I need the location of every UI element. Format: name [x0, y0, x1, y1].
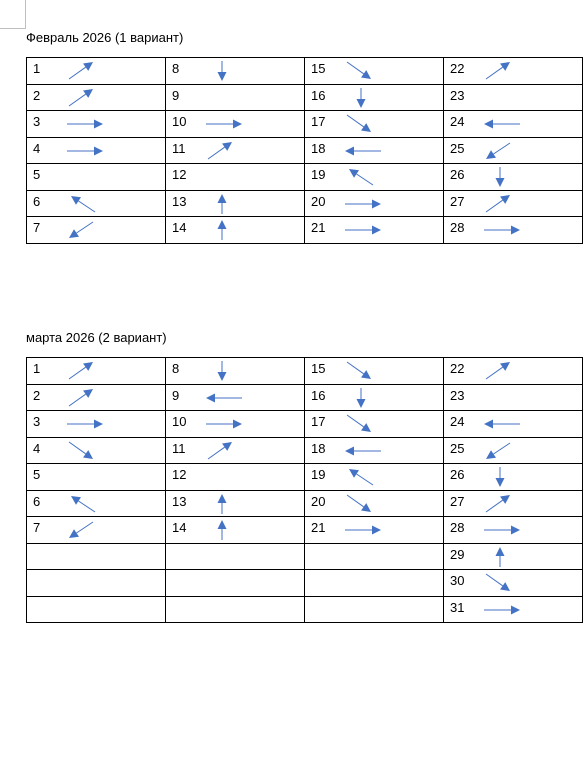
day-cell: [27, 137, 166, 164]
page-margin-corner: [0, 0, 26, 29]
day-cell: [305, 217, 444, 244]
day-cell: [27, 384, 166, 411]
table-row: [27, 437, 583, 464]
day-cell: [444, 111, 583, 138]
day-cell: [305, 490, 444, 517]
day-number: 8: [172, 61, 180, 76]
day-number: 12: [172, 467, 187, 482]
day-number: 11: [172, 440, 186, 456]
day-number: 30: [450, 573, 465, 588]
day-cell: [444, 543, 583, 570]
day-cell: [305, 570, 444, 597]
day-cell: [444, 464, 583, 491]
day-cell: [166, 84, 305, 111]
day-cell: [27, 437, 166, 464]
arrow-right-icon: [202, 112, 258, 136]
day-cell: [305, 84, 444, 111]
day-number: 23: [450, 387, 465, 403]
day-cell: [444, 517, 583, 544]
arrow-up-left-icon: [63, 492, 119, 516]
day-cell: [305, 164, 444, 191]
arrow-down-icon: [202, 359, 258, 383]
calendar-table-february: [26, 57, 583, 244]
day-number: 8: [172, 361, 180, 376]
day-number: 20: [311, 193, 326, 209]
arrow-down-right-icon: [341, 359, 397, 383]
arrow-up-left-icon: [341, 165, 397, 189]
arrow-up-right-icon: [202, 439, 258, 463]
day-cell: [27, 543, 166, 570]
day-number: 28: [450, 220, 465, 235]
day-cell: [444, 384, 583, 411]
arrow-up-icon: [202, 518, 258, 542]
day-cell: [305, 190, 444, 217]
arrow-down-icon: [341, 386, 397, 410]
day-number: 3: [33, 114, 41, 129]
table-row: [27, 164, 583, 191]
day-number: 7: [33, 520, 41, 535]
day-cell: [27, 411, 166, 438]
day-number: 7: [33, 220, 41, 235]
day-number: 17: [311, 414, 326, 429]
day-number: 22: [450, 361, 465, 376]
arrow-left-icon: [202, 386, 258, 410]
day-cell: [166, 358, 305, 385]
day-cell: [166, 596, 305, 623]
arrow-down-icon: [341, 86, 397, 110]
day-cell: [444, 596, 583, 623]
day-cell: [444, 490, 583, 517]
day-cell: [444, 190, 583, 217]
arrow-right-icon: [202, 412, 258, 436]
day-cell: [27, 190, 166, 217]
arrow-right-icon: [341, 192, 397, 216]
day-number: 18: [311, 440, 326, 456]
table-row: [27, 84, 583, 111]
day-number: 14: [172, 520, 187, 535]
day-number: 9: [172, 87, 180, 103]
arrow-left-icon: [480, 412, 536, 436]
day-number: 4: [33, 140, 41, 156]
day-cell: [444, 84, 583, 111]
day-number: 18: [311, 140, 326, 156]
day-number: 24: [450, 114, 465, 129]
day-cell: [166, 570, 305, 597]
arrow-right-icon: [63, 412, 119, 436]
day-cell: [27, 217, 166, 244]
section-title-february: Февраль 2026 (1 вариант): [26, 30, 184, 45]
arrow-down-icon: [480, 465, 536, 489]
table-row: [27, 358, 583, 385]
table-row: [27, 543, 583, 570]
day-cell: [166, 137, 305, 164]
table-row: [27, 490, 583, 517]
table-row: [27, 464, 583, 491]
arrow-up-icon: [202, 218, 258, 242]
day-number: 3: [33, 414, 41, 429]
day-number: 2: [33, 387, 41, 403]
day-cell: [166, 58, 305, 85]
arrow-up-right-icon: [480, 359, 536, 383]
day-cell: [444, 164, 583, 191]
day-cell: [444, 137, 583, 164]
day-cell: [27, 58, 166, 85]
table-row: [27, 190, 583, 217]
arrow-down-left-icon: [480, 139, 536, 163]
table-row: [27, 111, 583, 138]
arrow-down-right-icon: [341, 59, 397, 83]
day-number: 13: [172, 493, 187, 509]
day-number: 2: [33, 87, 41, 103]
arrow-up-right-icon: [480, 59, 536, 83]
day-cell: [444, 58, 583, 85]
arrow-right-icon: [63, 139, 119, 163]
day-cell: [27, 111, 166, 138]
day-number: 19: [311, 167, 326, 182]
day-cell: [27, 490, 166, 517]
day-cell: [166, 543, 305, 570]
day-number: 16: [311, 387, 326, 403]
table-row: [27, 137, 583, 164]
day-cell: [305, 596, 444, 623]
arrow-down-right-icon: [341, 412, 397, 436]
arrow-down-right-icon: [63, 439, 119, 463]
day-cell: [166, 464, 305, 491]
table-row: [27, 570, 583, 597]
day-number: 5: [33, 167, 41, 182]
day-number: 16: [311, 87, 326, 103]
day-number: 15: [311, 61, 326, 76]
arrow-up-icon: [202, 192, 258, 216]
day-cell: [305, 137, 444, 164]
day-number: 6: [33, 493, 41, 509]
day-number: 25: [450, 440, 465, 456]
day-number: 26: [450, 467, 465, 482]
day-number: 21: [311, 220, 326, 235]
arrow-right-icon: [480, 218, 536, 242]
arrow-down-icon: [202, 59, 258, 83]
day-number: 12: [172, 167, 187, 182]
day-number: 13: [172, 193, 187, 209]
arrow-up-right-icon: [480, 192, 536, 216]
day-number: 17: [311, 114, 326, 129]
day-number: 20: [311, 493, 326, 509]
day-cell: [166, 411, 305, 438]
arrow-up-left-icon: [341, 465, 397, 489]
day-number: 26: [450, 167, 465, 182]
day-cell: [166, 517, 305, 544]
arrow-down-left-icon: [63, 518, 119, 542]
arrow-right-icon: [341, 518, 397, 542]
day-number: 10: [172, 114, 187, 129]
table-row: [27, 517, 583, 544]
day-cell: [166, 384, 305, 411]
arrow-up-right-icon: [63, 86, 119, 110]
day-cell: [444, 217, 583, 244]
day-cell: [305, 464, 444, 491]
day-number: 29: [450, 546, 465, 562]
day-number: 10: [172, 414, 187, 429]
day-number: 25: [450, 140, 465, 156]
day-number: 6: [33, 193, 41, 209]
table-row: [27, 596, 583, 623]
day-number: 27: [450, 493, 465, 509]
day-cell: [305, 543, 444, 570]
day-cell: [27, 517, 166, 544]
day-number: 22: [450, 61, 465, 76]
arrow-left-icon: [341, 439, 397, 463]
day-cell: [27, 358, 166, 385]
day-cell: [166, 490, 305, 517]
arrow-right-icon: [480, 598, 536, 622]
day-cell: [166, 190, 305, 217]
day-number: 1: [33, 361, 41, 376]
arrow-right-icon: [341, 218, 397, 242]
day-number: 1: [33, 61, 41, 76]
day-cell: [305, 358, 444, 385]
table-row: [27, 411, 583, 438]
day-number: 19: [311, 467, 326, 482]
arrow-up-icon: [202, 492, 258, 516]
arrow-left-icon: [480, 112, 536, 136]
day-number: 31: [450, 599, 465, 615]
day-cell: [444, 570, 583, 597]
day-cell: [444, 411, 583, 438]
arrow-down-right-icon: [341, 492, 397, 516]
arrow-down-right-icon: [480, 571, 536, 595]
day-number: 24: [450, 414, 465, 429]
arrow-left-icon: [341, 139, 397, 163]
arrow-down-left-icon: [480, 439, 536, 463]
arrow-down-icon: [480, 165, 536, 189]
calendar-table-march: [26, 357, 583, 623]
day-number: 21: [311, 520, 326, 535]
day-cell: [27, 84, 166, 111]
day-cell: [305, 111, 444, 138]
day-cell: [444, 437, 583, 464]
section-title-march: марта 2026 (2 вариант): [26, 330, 167, 345]
day-number: 9: [172, 387, 180, 403]
day-cell: [166, 164, 305, 191]
day-cell: [166, 111, 305, 138]
day-number: 15: [311, 361, 326, 376]
day-cell: [305, 58, 444, 85]
day-cell: [27, 570, 166, 597]
table-row: [27, 217, 583, 244]
arrow-up-left-icon: [63, 192, 119, 216]
day-cell: [27, 464, 166, 491]
day-number: 27: [450, 193, 465, 209]
day-cell: [305, 517, 444, 544]
day-number: 5: [33, 467, 41, 482]
day-cell: [27, 596, 166, 623]
day-cell: [444, 358, 583, 385]
day-number: 4: [33, 440, 41, 456]
table-row: [27, 384, 583, 411]
arrow-up-right-icon: [202, 139, 258, 163]
day-cell: [166, 437, 305, 464]
arrow-right-icon: [63, 112, 119, 136]
arrow-up-right-icon: [63, 359, 119, 383]
day-number: 14: [172, 220, 187, 235]
day-number: 28: [450, 520, 465, 535]
day-cell: [305, 384, 444, 411]
table-row: [27, 58, 583, 85]
arrow-down-left-icon: [63, 218, 119, 242]
arrow-down-right-icon: [341, 112, 397, 136]
day-cell: [166, 217, 305, 244]
day-number: 23: [450, 87, 465, 103]
day-number: 11: [172, 140, 186, 156]
arrow-up-right-icon: [63, 59, 119, 83]
day-cell: [305, 437, 444, 464]
arrow-up-icon: [480, 545, 536, 569]
arrow-up-right-icon: [63, 386, 119, 410]
arrow-up-right-icon: [480, 492, 536, 516]
arrow-right-icon: [480, 518, 536, 542]
day-cell: [27, 164, 166, 191]
day-cell: [305, 411, 444, 438]
